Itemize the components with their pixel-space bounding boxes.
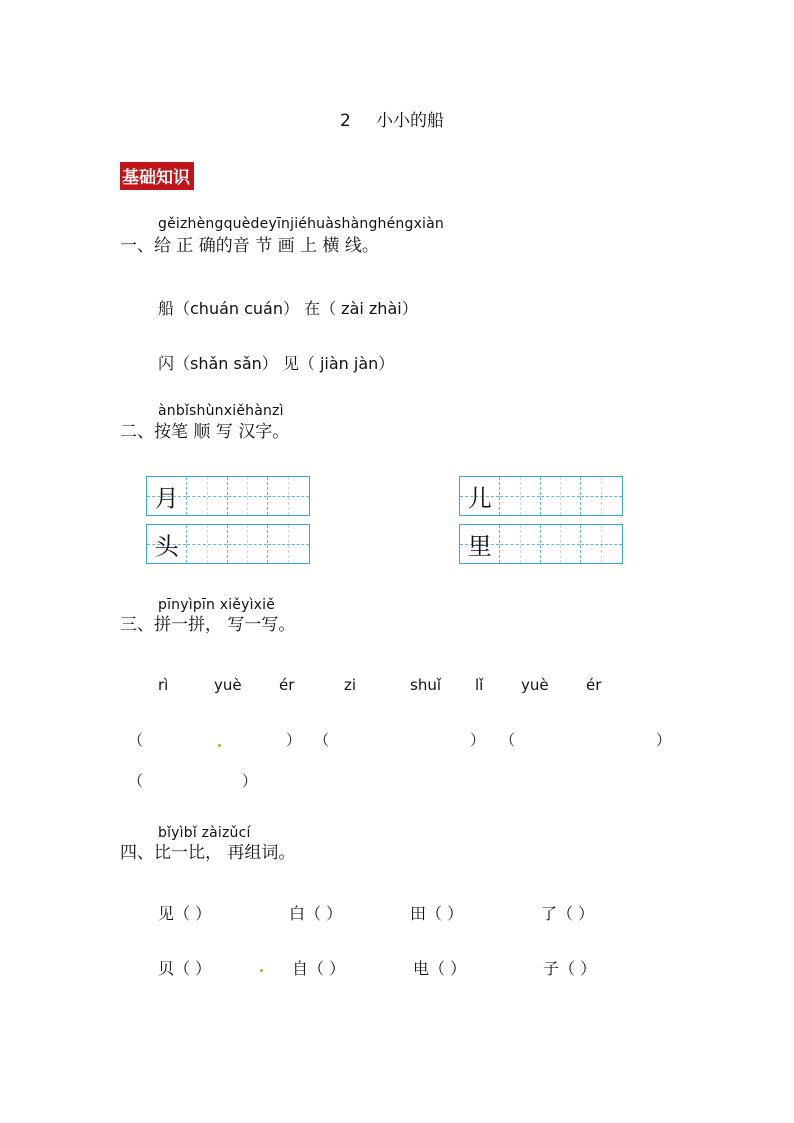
lesson-title: 小小的船 bbox=[376, 111, 444, 131]
word-item: 子（ ） bbox=[543, 959, 597, 978]
writing-grid-li[interactable] bbox=[459, 524, 623, 564]
q4-pinyin: bǐyìbǐ zàizǔcí bbox=[158, 825, 251, 841]
model-character: 里 bbox=[467, 532, 492, 561]
writing-grid-yue[interactable] bbox=[146, 476, 310, 516]
answer-paren-close: ） bbox=[286, 731, 302, 749]
pinyin-word: rì bbox=[158, 676, 169, 694]
word-item: 见（ ） bbox=[158, 904, 212, 923]
grid-cell[interactable] bbox=[268, 525, 308, 563]
answer-paren-close: ） bbox=[242, 772, 258, 790]
pinyin-word: shuǐ bbox=[410, 676, 441, 694]
grid-cell bbox=[147, 525, 187, 563]
lesson-number: 2 bbox=[340, 111, 351, 131]
pinyin-word: yuè bbox=[521, 676, 549, 694]
answer-paren-open: （ bbox=[128, 772, 144, 790]
word-item: 自（ ） bbox=[292, 959, 346, 978]
answer-paren-close: ） bbox=[656, 731, 672, 749]
grid-cell bbox=[460, 525, 500, 563]
stray-dot bbox=[260, 969, 263, 972]
model-character: 头 bbox=[154, 532, 179, 561]
grid-cell[interactable] bbox=[228, 525, 268, 563]
pinyin-word: lǐ bbox=[475, 676, 484, 694]
grid-cell[interactable] bbox=[268, 477, 308, 515]
grid-cell[interactable] bbox=[228, 477, 268, 515]
answer-paren-open: （ bbox=[314, 731, 330, 749]
writing-grid-tou[interactable] bbox=[146, 524, 310, 564]
q4-heading: 四、比一比， 再组词。 bbox=[120, 843, 296, 863]
grid-cell[interactable] bbox=[581, 525, 621, 563]
grid-cell bbox=[147, 477, 187, 515]
answer-paren-open: （ bbox=[500, 731, 516, 749]
stray-dot bbox=[218, 744, 221, 747]
word-item: 白（ ） bbox=[289, 904, 343, 923]
q1-pinyin: gěizhèngquèdeyīnjiéhuàshànghéngxiàn bbox=[158, 216, 445, 232]
answer-paren-open: （ bbox=[128, 731, 144, 749]
answer-paren-close: ） bbox=[470, 731, 486, 749]
grid-cell[interactable] bbox=[500, 525, 540, 563]
model-character: 儿 bbox=[467, 484, 492, 513]
grid-cell[interactable] bbox=[541, 477, 581, 515]
word-item: 电（ ） bbox=[413, 959, 467, 978]
word-item: 贝（ ） bbox=[158, 959, 212, 978]
q1-heading: 一、给 正 确的音 节 画 上 横 线。 bbox=[120, 236, 379, 256]
q2-pinyin: ànbǐshùnxiěhànzì bbox=[158, 403, 284, 419]
q3-pinyin: pīnyìpīn xiěyìxiě bbox=[158, 597, 276, 613]
grid-cell[interactable] bbox=[541, 525, 581, 563]
pinyin-word: ér bbox=[586, 676, 602, 694]
pinyin-word: zi bbox=[344, 676, 357, 694]
grid-cell bbox=[460, 477, 500, 515]
page-title bbox=[340, 106, 444, 131]
q3-heading: 三、拼一拼， 写一写。 bbox=[120, 615, 296, 635]
writing-grid-er[interactable] bbox=[459, 476, 623, 516]
q1-line-1: 船（chuán cuán） 在（ zài zhài） bbox=[158, 299, 418, 318]
word-item: 了（ ） bbox=[541, 904, 595, 923]
grid-cell[interactable] bbox=[187, 477, 227, 515]
word-item: 田（ ） bbox=[410, 904, 464, 923]
grid-cell[interactable] bbox=[581, 477, 621, 515]
q2-heading: 二、按笔 顺 写 汉字。 bbox=[120, 422, 290, 442]
model-character: 月 bbox=[154, 484, 179, 513]
section-badge: 基础知识 bbox=[120, 162, 194, 190]
grid-cell[interactable] bbox=[187, 525, 227, 563]
pinyin-word: ér bbox=[279, 676, 295, 694]
pinyin-word: yuè bbox=[214, 676, 242, 694]
q1-line-2: 闪（shǎn sǎn） 见（ jiàn jàn） bbox=[158, 354, 395, 373]
grid-cell[interactable] bbox=[500, 477, 540, 515]
